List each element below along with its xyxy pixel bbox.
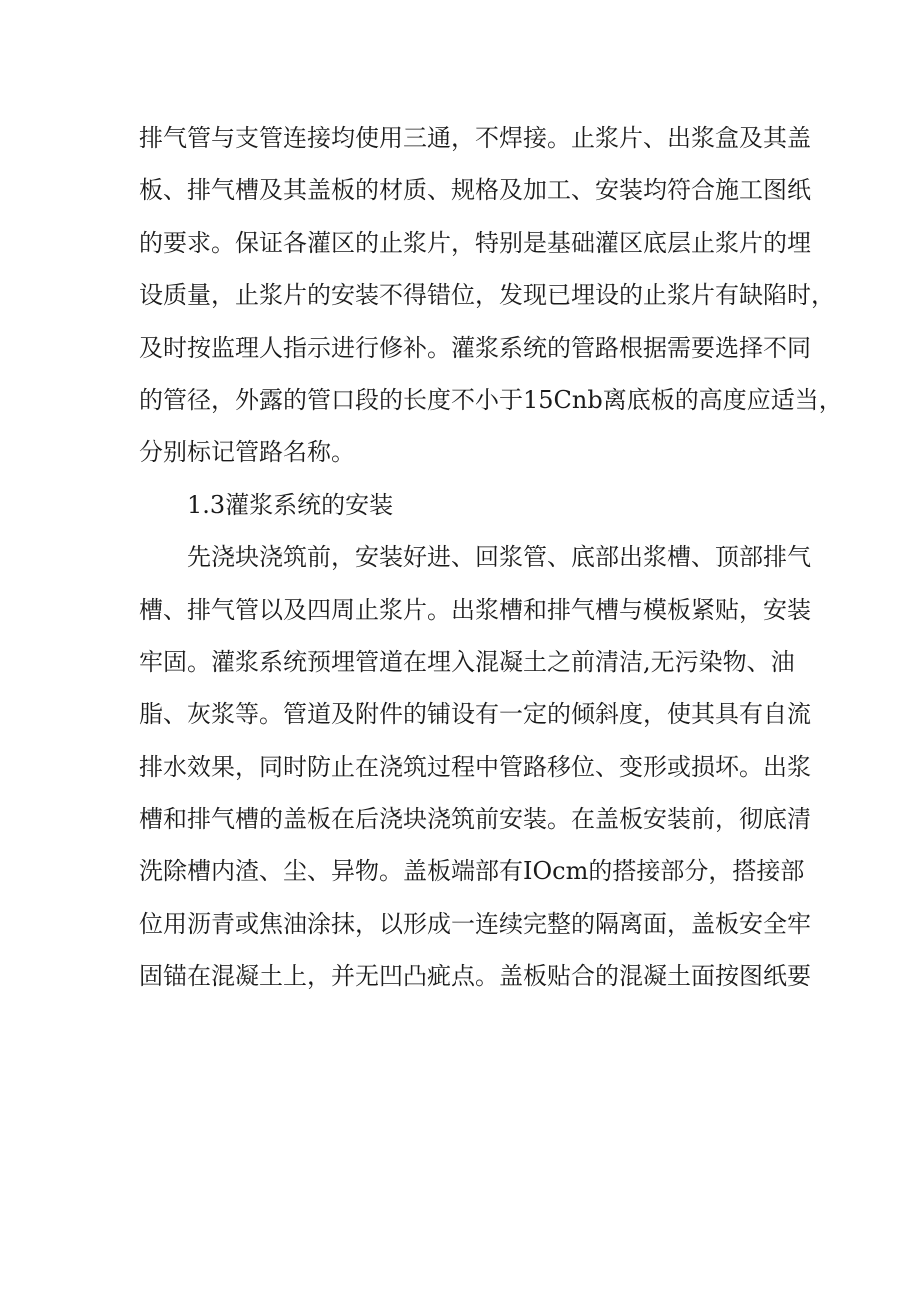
paragraph-2 [139,531,811,1003]
section-heading: 1.3灌浆系统的安装 [187,490,394,519]
paragraph-line: 设质量，止浆片的安装不得错位，发现已埋设的止浆片有缺陷时， [139,281,835,310]
paragraph-line: 分别标记管路名称。 [139,438,355,467]
paragraph-line: 排气管与支管连接均使用三通，不焊接。止浆片、出浆盒及其盖 [139,124,811,152]
paragraph-line: 的要求。保证各灌区的止浆片，特别是基础灌区底层止浆片的埋 [139,228,811,257]
paragraph-line: 牢固。灌浆系统预埋管道在埋入混凝土之前清洁,无污染物、油 [139,647,795,676]
document-body [139,112,843,1003]
paragraph-line: 及时按监理人指示进行修补。灌浆系统的管路根据需要选择不同 [139,333,811,362]
paragraph-line: 的管径，外露的管口段的长度不小于15Cnb离底板的高度应适当， [139,385,843,414]
paragraph-line: 槽和排气槽的盖板在后浇块浇筑前安装。在盖板安装前，彻底清 [139,805,811,834]
paragraph-line: 槽、排气管以及四周止浆片。出浆槽和排气槽与模板紧贴，安装 [139,595,811,624]
paragraph-line: 洗除槽内渣、尘、异物。盖板端部有IOcm的搭接部分，搭接部 [139,857,805,886]
paragraph-line: 脂、灰浆等。管道及附件的铺设有一定的倾斜度，使其具有自流 [139,700,811,729]
paragraph-line: 位用沥青或焦油涂抹，以形成一连续完整的隔离面，盖板安全牢 [139,909,811,938]
paragraph-line: 板、排气槽及其盖板的材质、规格及加工、安装均符合施工图纸 [139,176,811,205]
paragraph-1 [139,112,843,479]
paragraph-line: 先浇块浇筑前，安装好进、回浆管、底部出浆槽、顶部排气 [187,543,811,572]
paragraph-line: 排水效果，同时防止在浇筑过程中管路移位、变形或损坏。出浆 [139,752,811,781]
paragraph-line: 固锚在混凝土上，并无凹凸疵点。盖板贴合的混凝土面按图纸要 [139,962,811,991]
